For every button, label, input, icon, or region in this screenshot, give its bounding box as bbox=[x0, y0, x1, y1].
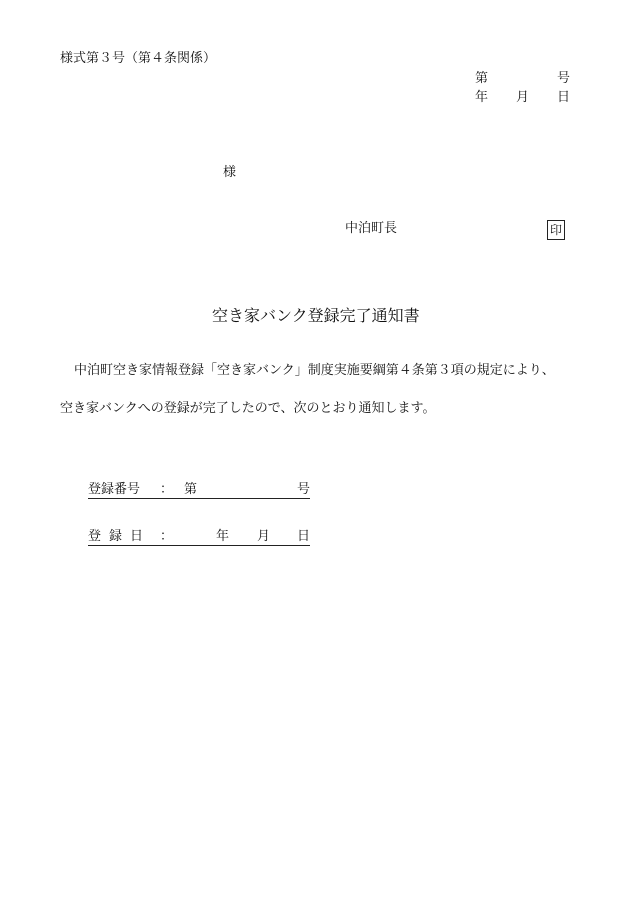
registration-date-month: 月 bbox=[257, 529, 271, 544]
registration-number-prefix: 第 bbox=[184, 482, 198, 497]
registration-number-label: 登録番号 bbox=[88, 482, 141, 497]
seal-mark: 印 bbox=[547, 220, 565, 240]
registration-date-year: 年 bbox=[216, 529, 230, 544]
registration-date-label-char-1: 登 bbox=[88, 529, 102, 544]
form-number: 様式第３号（第４条関係） bbox=[60, 51, 217, 66]
doc-date-day: 日 bbox=[557, 90, 571, 105]
registration-number-suffix: 号 bbox=[297, 482, 311, 497]
registration-date-row bbox=[88, 529, 310, 545]
registration-number-row bbox=[88, 482, 310, 498]
body-line-2: 空き家バンクへの登録が完了したので、次のとおり通知します。 bbox=[60, 401, 436, 416]
registration-number-colon: ： bbox=[160, 482, 174, 497]
doc-date-year: 年 bbox=[475, 90, 489, 105]
doc-number-prefix: 第 bbox=[475, 71, 489, 86]
addressee-honorific: 様 bbox=[223, 165, 237, 180]
registration-date-colon: ： bbox=[160, 529, 174, 544]
document-title: 空き家バンク登録完了通知書 bbox=[212, 306, 420, 325]
registration-date-day: 日 bbox=[297, 529, 311, 544]
issuer-name: 中泊町長 bbox=[345, 221, 398, 236]
registration-date-label-char-2: 録 bbox=[109, 529, 123, 544]
body-line-1: 中泊町空き家情報登録「空き家バンク」制度実施要綱第４条第３項の規定により、 bbox=[74, 363, 555, 378]
registration-date-label-char-3: 日 bbox=[130, 529, 144, 544]
doc-date-month: 月 bbox=[516, 90, 530, 105]
doc-number-suffix: 号 bbox=[557, 71, 571, 86]
